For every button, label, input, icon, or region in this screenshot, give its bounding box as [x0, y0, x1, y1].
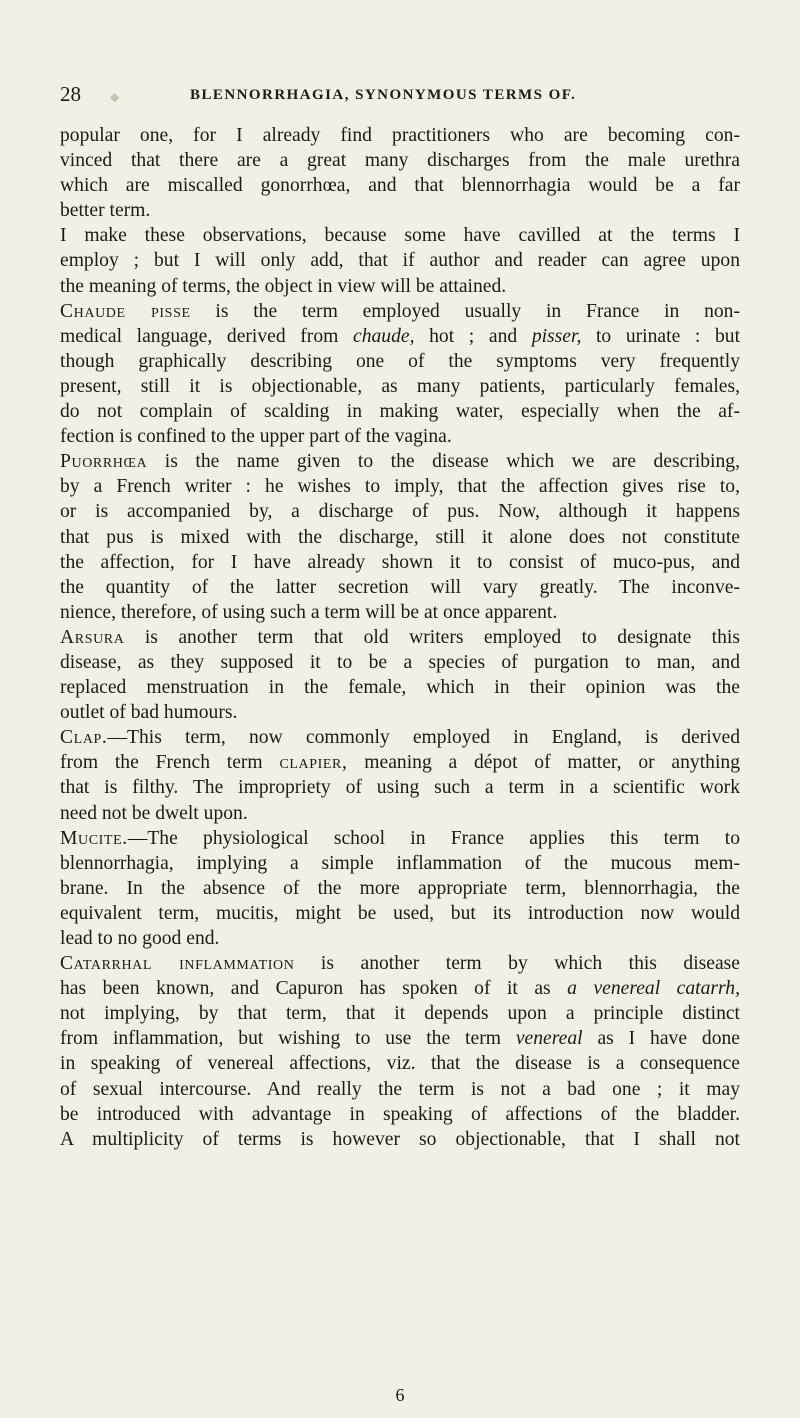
text-line: better term.	[60, 200, 151, 222]
text-line: nience, therefore, of using such a term will be at once apparent.	[60, 601, 558, 623]
signature-mark: 6	[395, 1385, 405, 1405]
term-puorrhoea: Puorrhœa	[60, 451, 148, 473]
term-clapier: clapier,	[279, 752, 348, 774]
text-line: Puorrhœa is the name given to the disease which we are describing,	[60, 451, 740, 473]
text-line: brane. In the absence of the more appropriate term, blennorrhagia, the	[60, 877, 740, 899]
text-line: Mucite.—The physiological school in France applies this term to	[60, 827, 740, 849]
text-line: that pus is mixed with the discharge, still it alone does not constitute	[60, 526, 740, 548]
text-line: though graphically describing one of the symptoms very frequently	[60, 350, 740, 372]
text-line: the affection, for I have already shown it to consist of muco-pus, and	[60, 551, 740, 573]
text-line: the quantity of the latter secretion will vary greatly. The inconve-	[60, 576, 740, 598]
term-clap: Clap.	[60, 727, 108, 749]
text-line: I make these observations, because some have cavilled at the terms I	[60, 225, 740, 247]
text-line: Chaude pisse is the term employed usually in France in non-	[60, 300, 740, 322]
text-line: Clap.—This term, now commonly employed in England, is derived	[60, 727, 740, 749]
text-line: that is filthy. The impropriety of using such a term in a scientific work	[60, 777, 740, 799]
text-line: from the French term clapier, meaning a dépot of matter, or anything	[60, 752, 741, 774]
text-line: equivalent term, mucitis, might be used, but its introduction now would	[60, 902, 740, 924]
text-line: from inflammation, but wishing to use the term venereal as I have done	[60, 1028, 740, 1050]
running-head: BLENNORRHAGIA, SYNONYMOUS TERMS OF.	[190, 87, 577, 103]
text-line: replaced menstruation in the female, which in their opinion was the	[60, 677, 740, 699]
text-line: disease, as they supposed it to be a species of purgation to man, and	[60, 651, 740, 673]
text-line: has been known, and Capuron has spoken of it as a venereal catarrh,	[60, 978, 740, 1000]
text-line: which are miscalled gonorrhœa, and that blennorrhagia would be a far	[60, 175, 740, 197]
text-line: be introduced with advantage in speaking of affections of the bladder.	[60, 1103, 740, 1125]
term-chaude-pisse: Chaude pisse	[60, 300, 191, 322]
text-line: do not complain of scalding in making water, especially when the af-	[60, 401, 740, 423]
body-text	[60, 123, 740, 1152]
page-header	[60, 82, 740, 110]
page-number: 28	[60, 82, 81, 106]
text-line: by a French writer : he wishes to imply, that the affection gives rise to,	[60, 476, 740, 498]
text-line: of sexual intercourse. And really the term is not a bad one ; it may	[60, 1078, 740, 1100]
term-arsura: Arsura	[60, 626, 125, 648]
text-line: Arsura is another term that old writers employed to designate this	[60, 626, 740, 648]
text-line: medical language, derived from chaude, hot ; and pisser, to urinate : but	[60, 325, 741, 347]
term-mucite: Mucite.	[60, 827, 128, 849]
text-line: fection is confined to the upper part of the vagina.	[60, 426, 452, 448]
text-line: lead to no good end.	[60, 928, 220, 949]
text-line: not implying, by that term, that it depends upon a principle distinct	[60, 1003, 740, 1025]
text-line: present, still it is objectionable, as many patients, particularly females,	[60, 375, 740, 397]
text-line: outlet of bad humours.	[60, 702, 238, 724]
text-line: the meaning of terms, the object in view will be attained.	[60, 275, 507, 297]
ink-spot-icon: ◆	[110, 90, 120, 104]
text-line: A multiplicity of terms is however so objectionable, that I shall not	[60, 1128, 740, 1150]
term-catarrhal-inflammation: Catarrhal inflammation	[60, 953, 295, 975]
text-line: popular one, for I already find practitioners who are becoming con-	[60, 125, 740, 146]
text-line: or is accompanied by, a discharge of pus. Now, although it happens	[60, 501, 740, 523]
text-line: blennorrhagia, implying a simple inflammation of the mucous mem-	[60, 852, 740, 874]
text-line: vinced that there are a great many discharges from the male urethra	[60, 150, 740, 172]
text-line: employ ; but I will only add, that if author and reader can agree upon	[60, 250, 740, 272]
text-line: in speaking of venereal affections, viz. that the disease is a consequence	[60, 1053, 740, 1075]
text-line: Catarrhal inflammation is another term by which this disease	[60, 953, 741, 975]
text-line: need not be dwelt upon.	[60, 802, 248, 824]
